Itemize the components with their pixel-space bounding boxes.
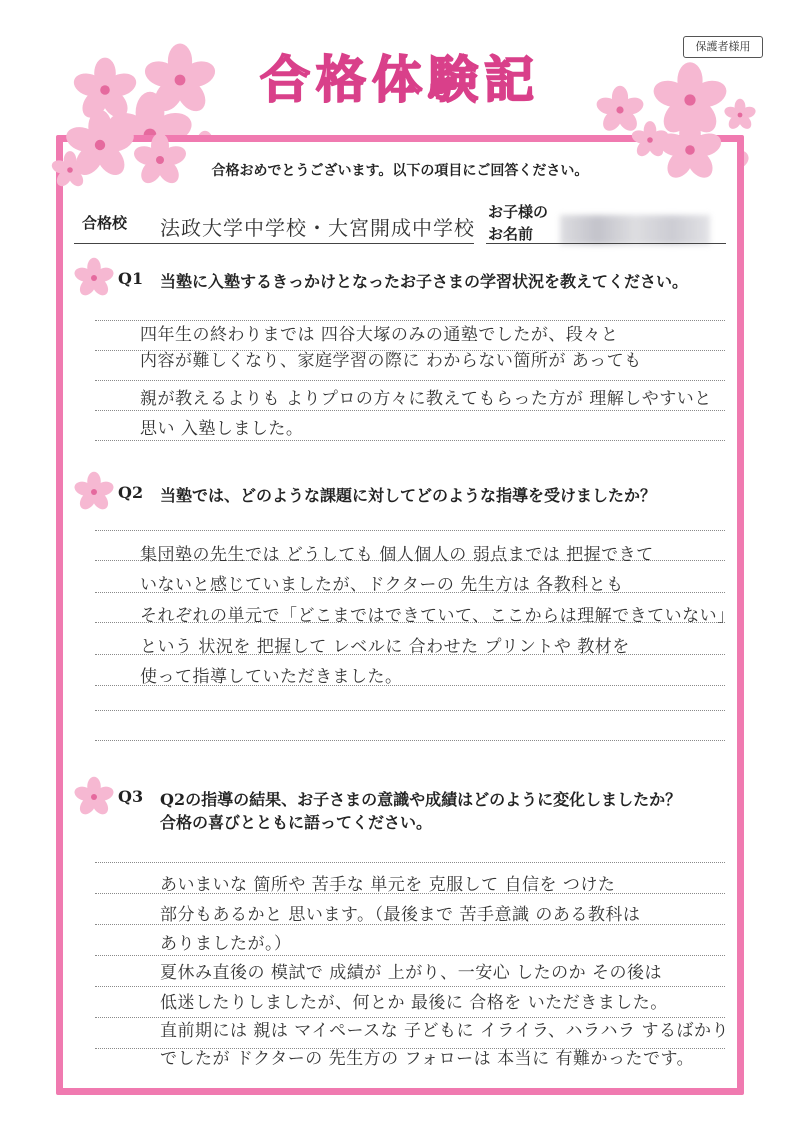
q1-question: 当塾に入塾するきっかけとなったお子さまの学習状況を教えてください。	[160, 272, 689, 291]
child-name-label-line2: お名前	[488, 225, 534, 243]
q1-blossom-icon	[74, 256, 114, 296]
q2-answer-line: それぞれの単元で「どこまではできていて、ここからは理解できていない」	[140, 606, 735, 626]
q3-answer-line: ありましたが。）	[160, 934, 292, 954]
q1-answer-line: 親が教えるよりも よりプロの方々に教えてもらった方が 理解しやすいと	[140, 389, 712, 409]
school-value: 法政大学中学校・大宮開成中学校	[160, 216, 475, 240]
school-underline	[74, 243, 474, 244]
child-name-underline	[486, 243, 726, 244]
intro-text: 合格おめでとうございます。以下の項目にご回答ください。	[211, 163, 589, 179]
q3-answer-line: 夏休み直後の 模試で 成績が 上がり、一安心 したのか その後は	[160, 963, 663, 983]
q3-answer-line: 低迷したりしましたが、何とか 最後に 合格を いただきました。	[160, 993, 668, 1013]
q2-answer-line: という 状況を 把握して レベルに 合わせた プリントや 教材を	[140, 637, 630, 657]
q3-answer-line: あいまいな 箇所や 苦手な 単元を 克服して 自信を つけた	[160, 875, 616, 895]
q1-line	[95, 440, 725, 441]
q1-answer-line: 四年生の終わりまでは 四谷大塚のみの通塾でしたが、段々と	[140, 325, 619, 345]
q2-number: Q2	[118, 483, 144, 502]
q2-blossom-icon	[74, 470, 114, 510]
q3-answer-line: 部分もあるかと 思います。（最後まで 苦手意識 のある教科は	[160, 905, 641, 925]
q2-question: 当塾では、どのような課題に対してどのような指導を受けましたか？	[160, 486, 657, 505]
q3-answer-line: でしたが ドクターの 先生方の フォローは 本当に 有難かったです。	[160, 1049, 695, 1069]
q2-line	[95, 530, 725, 531]
q2-line	[95, 710, 725, 711]
q3-line	[95, 862, 725, 863]
q1-line	[95, 380, 725, 381]
q3-line	[95, 986, 725, 987]
q2-answer-line: いないと感じていましたが、ドクターの 先生方は 各教科とも	[140, 575, 624, 595]
cherry-blossom-overlay-right-icon	[620, 110, 760, 200]
q3-blossom-icon	[74, 775, 114, 815]
page-title: 合格体験記	[260, 50, 540, 109]
q3-answer-line: 直前期には 親は マイペースな 子どもに イライラ、ハラハラ するばかり	[160, 1021, 729, 1041]
child-name-label-line1: お子様の	[488, 203, 549, 221]
school-label: 合格校	[82, 214, 128, 232]
cherry-blossom-overlay-icon	[40, 100, 200, 200]
child-name-redacted	[560, 215, 710, 245]
q1-number: Q1	[118, 269, 144, 288]
q2-line	[95, 740, 725, 741]
q3-number: Q3	[118, 787, 144, 806]
q1-answer-line: 内容が難しくなり、家庭学習の際に わからない箇所が あっても	[140, 351, 642, 371]
q1-line	[95, 410, 725, 411]
q2-answer-line: 使って指導していただきました。	[140, 667, 403, 687]
q3-question-line1: Q2の指導の結果、お子さまの意識や成績はどのように変化しましたか？	[160, 790, 682, 809]
q3-line	[95, 955, 725, 956]
parent-use-badge: 保護者様用	[683, 36, 763, 58]
q3-question-line2: 合格の喜びとともに語ってください。	[160, 813, 433, 832]
q2-answer-line: 集団塾の先生では どうしても 個人個人の 弱点までは 把握できて	[140, 545, 654, 565]
q1-answer-line: 思い 入塾しました。	[140, 419, 304, 439]
